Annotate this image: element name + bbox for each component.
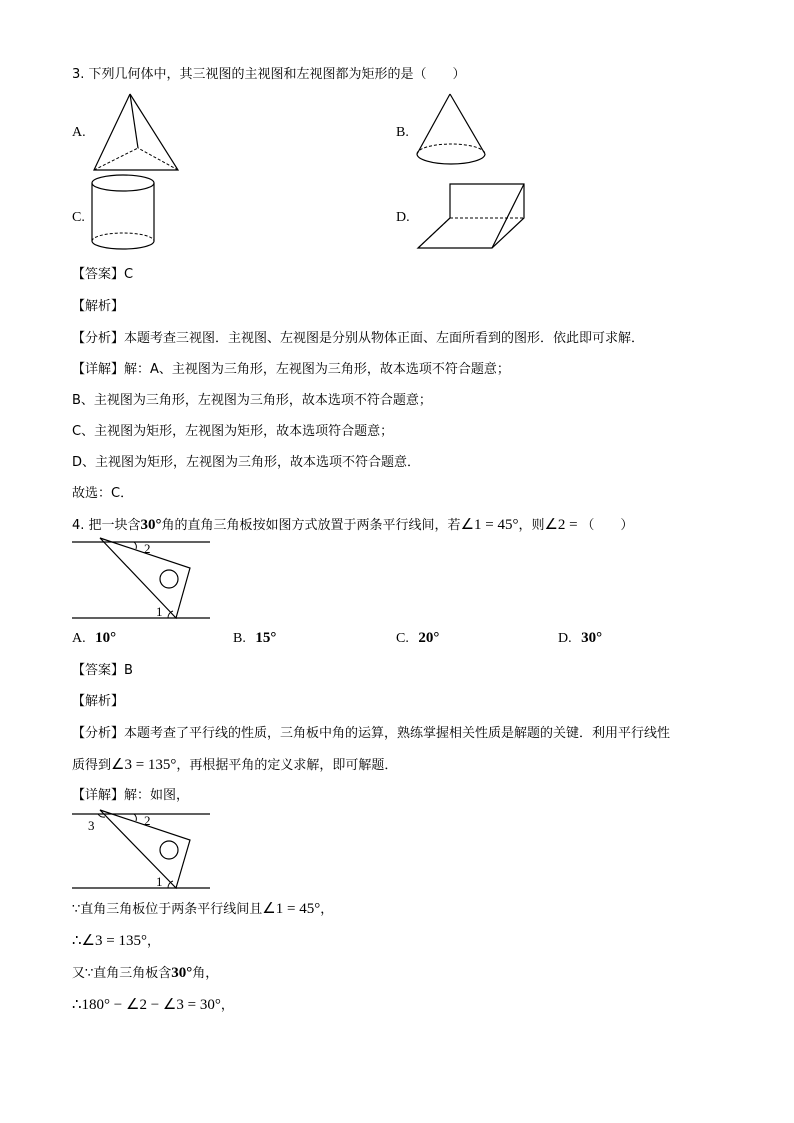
q3-detail-a: 【详解】解：A、主视图为三角形，左视图为三角形，故本选项不符合题意； <box>72 362 510 377</box>
q4-solution-label-2: 2 <box>144 813 151 828</box>
q4-option-b-value: 15° <box>255 630 277 646</box>
q3-analysis: 【分析】本题考查三视图．主视图、左视图是分别从物体正面、左面所看到的图形．依此即可求解． <box>72 331 645 346</box>
q3-conclusion: 故选：C． <box>72 486 134 501</box>
q4-stem-ask: ∠2 = <box>544 517 582 533</box>
q4-solution-figure <box>72 810 212 892</box>
q3-stem: 3. 下列几何体中，其三视图的主视图和左视图都为矩形的是（ ） <box>72 67 466 82</box>
q3-analysis-label: 【解析】 <box>72 299 125 314</box>
q3-answer: 【答案】C <box>72 267 134 282</box>
q4-stem-condition: ∠1 = 45° <box>460 517 519 533</box>
q4-stem <box>72 516 633 535</box>
q4-analysis-line-1: 【分析】本题考查了平行线的性质，三角板中角的运算，熟练掌握相关性质是解题的关键．利用平行线性 <box>72 726 671 741</box>
q4-analysis-line-2: 质得到∠3 = 135°，再根据平角的定义求解，即可解题． <box>72 757 398 773</box>
q4-figure-label-1: 1 <box>156 604 163 619</box>
q4-option-d-value: 30° <box>581 630 603 646</box>
q4-stem-post: ，则 <box>518 518 545 533</box>
q4-option-c-value: 20° <box>418 630 440 646</box>
q3-option-a-label: A. <box>72 125 86 140</box>
q4-stem-mid: 角的直角三角板按如图方式放置于两条平行线间，若 <box>161 518 461 533</box>
q4-set-square-figure <box>72 538 212 622</box>
q3-prism-figure <box>416 182 528 250</box>
q4-option-b: B. 15° <box>233 630 277 646</box>
q4-solution-label-3: 3 <box>88 818 95 833</box>
q3-option-b-label: B. <box>396 125 409 140</box>
q4-answer: 【答案】B <box>72 663 133 678</box>
q4-step-4: ∴180° − ∠2 − ∠3 = 30°， <box>72 997 234 1013</box>
q4-analysis-label: 【解析】 <box>72 694 125 709</box>
q3-option-c-label: C. <box>72 210 85 225</box>
q4-step-3: 又∵直角三角板含30°角， <box>72 965 219 981</box>
q3-triangular-pyramid-figure <box>90 92 182 172</box>
q4-detail-intro: 【详解】解：如图， <box>72 788 190 803</box>
q4-figure-label-2: 2 <box>144 541 151 556</box>
q4-step-2: ∴∠3 = 135°， <box>72 933 160 949</box>
q3-option-d-label: D. <box>396 210 410 225</box>
q4-stem-angle: 30° <box>140 517 162 533</box>
q4-option-d: D. 30° <box>558 630 603 646</box>
q4-option-c: C. 20° <box>396 630 440 646</box>
q3-cylinder-figure <box>90 173 160 259</box>
q3-cone-figure <box>412 92 492 172</box>
q4-option-a: A. 10° <box>72 630 117 646</box>
q4-option-a-value: 10° <box>95 630 117 646</box>
q4-stem-pre: 4. 把一块含 <box>72 518 141 533</box>
q4-solution-label-1: 1 <box>156 874 163 889</box>
q3-detail-b: B、主视图为三角形，左视图为三角形，故本选项不符合题意； <box>72 393 432 408</box>
q4-step-1: ∵直角三角板位于两条平行线间且∠1 = 45°， <box>72 901 334 917</box>
q3-detail-d: D、主视图为矩形，左视图为三角形，故本选项不符合题意． <box>72 455 421 470</box>
q4-stem-end: （ ） <box>581 518 634 533</box>
q3-detail-c: C、主视图为矩形，左视图为矩形，故本选项符合题意； <box>72 424 394 439</box>
q4-analysis-math: ∠3 = 135° <box>111 757 177 773</box>
